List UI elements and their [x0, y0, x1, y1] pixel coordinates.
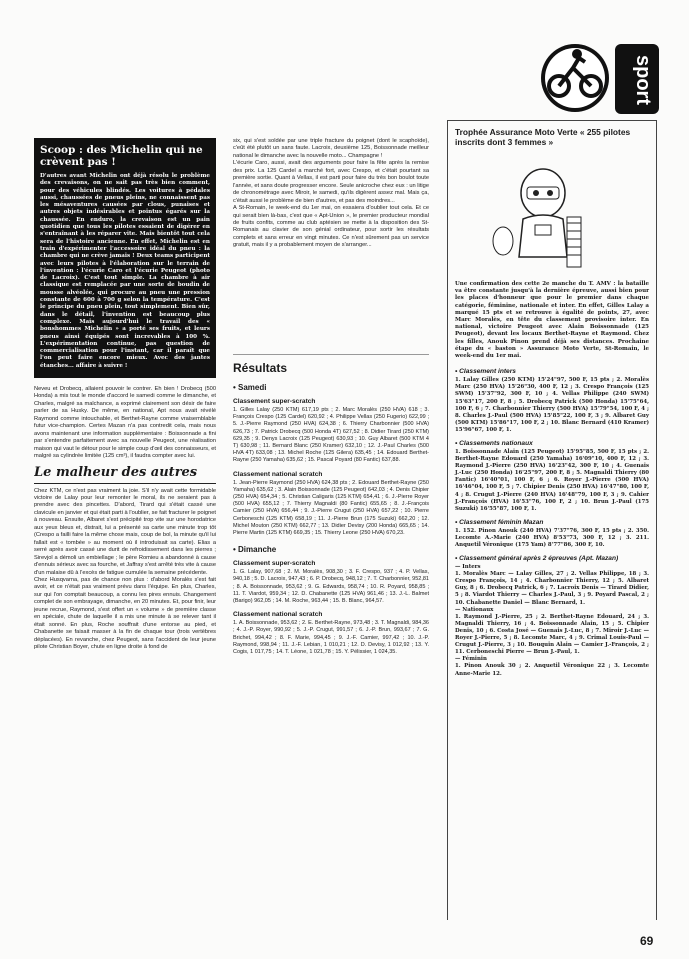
- general-list: — Inters 1. Moralès Marc — Lalay Gilles, 27 ; 2. Vellas Philippe, 18 ; 3. Crespo François, 14 ; 4. Charbonnier Thierry, 12 ; 5. Albaret Guy, 8 ; 6. Drobecq Patrick, 6 ; 7. Lacroix Denis — Tirard Didier, 5 ; 8. Viardot Thierry — Charles J.-Paul, 3 ; 9. Poyard Pascal, 2 ; 10. Chabanette Daniel — Blanc Bernard, 1. — Nationaux 1. Raymond J.-Pierre, 25 ; 2. Berthet-Rayne Edouard, 24 ; 3. Magnaldi Thierry, 16 ; 4. Boissonnade Alain, 15 ; 5. Chipier Denis, 10 ; 6. Costa José — Guenais J.-Luc, 8 ; 7. Miroir J.-Luc — Royer J.-Pierre, 5 ; 8. Lecomte Marc, 4 ; 9. Crimal Louis-Paul — Crugut J.-Pierre, 3 ; 10. Bouquin Alain — Camier J.-François, 2 ; 11. Cerboneschi Pierre — Brun J.-Paul, 1. — Féminin 1. Pinon Anouk 30 ; 2. Anquetil Véronique 22 ; 3. Lecomte Anne-Marie 12.: [455, 564, 649, 677]
- samedi-super-heading: Classement super-scratch: [233, 398, 316, 405]
- dimanche-heading: • Dimanche: [233, 545, 277, 555]
- logo-label: sport: [632, 55, 654, 105]
- trophy-column: [447, 120, 657, 920]
- dimanche-national-heading: Classement national scratch: [233, 611, 323, 619]
- results-rule: [233, 354, 429, 355]
- dimanche-super-heading: Classement super-scratch: [233, 560, 316, 568]
- trophy-title: Trophée Assurance Moto Verte « 255 pilotes inscrits dont 3 femmes »: [455, 127, 631, 147]
- samedi-super-results: 1. Gilles Lalay (250 KTM) 617,19 pts ; 2. Marc Moralès (250 HVA) 618 ; 3. François Crespo (125 Cardel) 620,92 ; 4. Philippe Vellas (250 Fugerio) 622,99 ; 5. J.-Pierre Raymond (250 HVA) 624,38 ; 6. Thierry Charbonnier (500 HVA) 626,73 ; 7. Patrick Drobecq (500 Honda 4T) 627,52 ; 8. Didier Tirard (250 KTM) 629,35 ; 9. Denys Lacroix (125 Peugeot) 630,93 ; 10. Guy Albaret (500 KTM 4 T) 630,98 ; 11. Bernard Blanc (250 Kramer) 632,10 ; 12. J.-Paul Charles (500 HVA 4T) 633,08 ; 13. Michel Roche (125 Gilera) 635,45 ; 14. Edouard Berthet-Rayne (250 Yamaha) 635,62 ; 15. Pascal Poyard (80 Fantic) 637,88.: [233, 407, 429, 464]
- article-text-3: six, qui s'est soldée par une triple fracture du poignet (dont le scaphoïde), c'eût été plutôt un sans faute. Lacroix, deuxième 125, Boissonnade meilleur national le dimanche avec la nouvelle moto... Champagne ! L'écurie Caro, aussi, avait des arguments pour faire la fête après la remise des prix. La 125 Cardel a marché fort, avec Crespo, et c'était pourtant sa première sortie. Quant à Vellas, il est parti pour faire du très bon boulot toute l'année, et sans doute progresser encore. Seule anicroche chez eux : un litige de chronométrage avec Miroir, le samedi, qu'ils digèrent assez mal. Mais ça, c'était aussi le problème de bien d'autres, et pas des moindres... A St-Romain, le week-end du 1er mai, on essaiera d'oublier tout cela. Et ce qui serait bien là-bas, c'est que « Apt-Union », le premier producteur mondial de fruits confits, comme au club aptésien se mette à la disposition des St-Romanais au clavier de son génial ordinateur, pour sortir les résultats complets et sans erreur en vingt minutes. Ce n'est sûrement pas un service gratuit, mais il y a probablement moyen de s'arranger...: [233, 138, 429, 249]
- inter-list: 1. Lalay Gilles (250 KTM) 15'24"97, 500 F, 15 pts ; 2. Moralès Marc (250 HVA) 15'26"30, 400 F, 12 ; 3. Crespo François (125 SWM) 15'37"92, 300 F, 10 ; 4. Vellas Philippe (240 SWM) 15'63"17, 200 F, 8 ; 5. Drobecq Patrick (500 Honda) 15'75"64, 100 F, 6 ; 7. Charbonnier Thierry (500 HVA) 15'79"54, 100 F, 4 ; 8. Charles J.-Paul (500 HVA) 15'85"22, 100 F, 3 ; 9. Albaret Guy (500 KTM) 15'86"17, 100 F, 2 ; 10. Blanc Bernard (410 Kramer) 15'96"67, 100 F, 1.: [455, 377, 649, 433]
- feminine-heading: • Classement féminin Mazan: [455, 518, 544, 526]
- feminine-list: 1. 152. Pinon Anouk (240 HVA) 7'37"76, 300 F, 15 pts ; 2. 350. Lecomte A.-Marie (240 HVA) 8'53"73, 300 F, 12 ; 3. 211. Anquetil Véronique (175 Yam) 8'77"86, 300 F, 10.: [455, 527, 649, 549]
- trophy-box: [447, 120, 657, 920]
- rider-illustration: [483, 153, 613, 273]
- sport-logo: [535, 38, 663, 116]
- samedi-national-heading: Classement national scratch: [233, 470, 323, 478]
- left-column: [34, 138, 216, 938]
- national-heading: • Classements nationaux: [455, 439, 533, 447]
- middle-column-text: [233, 138, 429, 343]
- samedi-national-results: 1. Jean-Pierre Raymond (250 HVA) 624,38 pts ; 2. Edouard Berthet-Rayne (250 Yamaha) 635,62 ; 3. Alain Boissonnade (125 Peugeot) 642,03 ; 4. Denis Chipier (250 HVA) 654,34 ; 5. Christian Caligaris (125 KTM) 654,41 ; 6. J.-Pierre Royer (500 HVA) 655,12 ; 7. Thierry Magnaldi (80 Fantic) 655,65 ; 8. J.-François Camier (250 HVA) 656,44 ; 9. J.-Pierre Crugut (250 HVA) 657,22 ; 10. Pierre Cerboneschi (125 KTM) 658,19 ; 11. J.-Pierre Brun (175 Suzuki) 662,20 ; 12. Michel Mouton (250 KTM) 662,77 ; 13. Didier Devisy (200 Honda) 665,65 ; 14. Pierre Martin (125 KTM) 669,35 ; 15. Thierry Leone (250 HVA) 670,23.: [233, 479, 429, 537]
- results-section: [233, 350, 429, 656]
- trophy-intro: Une confirmation des cette 2e manche du T. AMV : la bataille va être constante jusqu'à la dernière épreuve, aussi bien pour les places d'honneur que pour le premier dans chaque catégorie, féminine, nationale et inter. En effet, Gilles Lalay a marqué 15 pts et se retrouve à égalité de points, 27, avec Marc Moralès, en tête du classement provisoire inter. En national, victoire Peugeot avec Alain Boissonnade (125 Peugeot), devant les locaux Berthet-Rayne et Raymond. Chez les filles, Anouk Pinon prend déjà ses distances. Prochaine étape du « baston » Assurance Moto Verte, St-Romain, le week-end du 1er mai.: [455, 281, 649, 360]
- dimanche-national-results: 1. A. Boissonnade, 953,62 ; 2. E. Berthet-Rayne, 973,48 ; 3. T. Magnaldi, 984,36 ; 4. J.-P. Royer, 990,92 ; 5. J.-P. Crugut, 991,57 ; 6. J.-P. Brun, 993,67 ; 7. G. Brichet, 994,42 ; 8. F. Marie, 994,45 ; 9. J.-F. Camier, 997,42 ; 10. J.-P. Raymond, 998,94 ; 11. J.-F. Lebian, 1 010,21 ; 12. D. Devisy, 1 012,92 ; 13. Y. Cogis, 1 017,75 ; 14. T. Léone, 1 021,78 ; 15. Y. Pélissier, 1 024,35.: [233, 620, 429, 656]
- section-headline: Le malheur des autres: [34, 464, 198, 480]
- scoop-text: D'autres avant Michelin ont déjà résolu le problème des crevaisons, on ne sait pas très bien comment, pour des véhicules blindés. Les voitures à pédales aussi, chaussées de pneus pleins, ne connaissent pas les mésaventures causées par clous, punaises et autres objets indésirables et pointus égarés sur la chaussée. En enduro, la crevaison est un pain quotidien que tous les pilotes essaient de digérer en s'entraînant à les réparer vite. Mais bientôt tout cela sera de l'histoire ancienne. En effet, Michelin est en train d'expérimenter l'accessoire idéal du pneu : la chambre qui ne crève jamais ! Deux teams participent avec leurs pilotes à l'élaboration sur le terrain de l'invention : l'écurie Caro et l'écurie Peugeot (photo de Lacroix). C'est tout simple. La chambre à air classique est remplacée par une sorte de boudin de mousse alvéolée, qui procure au pneu une pression constante de 600 à 700 g selon la température. C'est le principe du pneu plein, tout simplement. Bien sûr, dans le détail, l'invention est beaucoup plus complexe. Mais aujourd'hui le travail des « bonshommes Michelin » a porté ses fruits, et leurs pneus ainsi équipés sont increvables à 100 %. L'expérimentation continue, pas question de commercialisation pour l'instant, car il paraît que l'on peut faire encore mieux. Avec des jantes étanches... affaire à suivre !: [40, 173, 210, 369]
- national-list: 1. Boissonnade Alain (125 Peugeot) 15'95"85, 500 F, 15 pts ; 2. Berthet-Rayne Edouard (250 Yamaha) 16'09"10, 400 F, 12 ; 3. Raymond J.-Pierre (250 HVA) 16'23"42, 300 F, 10 ; 4. Guenais J.-Luc (250 Honda) 16'25"97, 200 F, 8 ; 5. Magnaldi Thierry (80 Fantic) 16'40"01, 100 F, 6 ; 6. Royer J.-Pierre (500 HVA) 16'46"04, 100 F, 5 ; 7. Chipier Denis (250 HVA) 16'47"80, 100 F, 4 ; 8. Crugut J.-Pierre (240 HVA) 16'48"79, 100 F, 3 ; 9. Cahier J.-François (HVA) 16'53"76, 100 F, 2 ; 10. Brun J.-Paul (175 Suzuki) 16'55"87, 100 F, 1.: [455, 448, 649, 512]
- general-heading: • Classement général après 2 épreuves (Apt. Mazan): [455, 555, 619, 563]
- results-title: Résultats: [233, 361, 288, 375]
- headline-rule: [34, 483, 216, 484]
- scoop-title: Scoop : des Michelin qui ne crèvent pas !: [40, 144, 203, 168]
- page-number: 69: [640, 934, 654, 948]
- dimanche-super-results: 1. G. Lalay, 907,68 ; 2. M. Moralès, 908,30 ; 3. F. Crespo, 937 ; 4. P. Vellas, 940,18 ; 5. D. Lacroix, 947,43 ; 6. P. Drobecq, 948,12 ; 7. T. Charbonnier, 952,81 ; 8. A. Boissonnade, 953,62 ; 9. G. Edwards, 958,74 ; 10. R. Poyard, 958,85 ; 11. T. Viardot, 959,34 ; 12. D. Chabanette (125 HVA) 961,46 ; 13. J.-L. Balmet (Barigo) 962,05 ; 14. M. Roche, 963,44 ; 15. B. Blanc, 964,57.: [233, 569, 429, 605]
- scoop-box: [34, 138, 216, 378]
- article-text-2: Chez KTM, ce n'est pas vraiment la joie. S'il n'y avait cette formidable victoire de Lalay pour leur remonter le moral, ils ne seraient pas à prendre avec des pincettes. D'abord, Tirard qui s'était cassé une clavicule en janvier et qui était parti à l'oublier, se fait fracturer le poignet à nouveau. Ensuite, Albaret s'est précipité trop vite sur une horodatrice aux yeux bleus et, distrait, lui a présenté sa carte une minute trop tôt (Crespo a failli faire la même chose mais, coup de bol, la minute qu'il lui fallait est « tombée » au moment où il introduisait sa carte). Elias a serré après avoir cassé une durit de refroidissement dans les pierres ; Sirevjol a démoli un embiellage ; le père Romieu a abandonné à cause d'ennuis sérieux avec sa fourche, et Jaffray s'est arrêté très vite à cause d'un malaise dû à l'excès de fatigue cumulée la semaine précédente. Chez Husqvarna, pas de chance non plus : d'abord Moralès s'est fait avoir, et ce n'était pas vraiment prévu dans l'équipe. En plus, Charles, sur qui l'on comptait beaucoup, a connu les pires ennuis. Changement complet de son embrayage, dimanche, en 20 minutes. Et, pour finir, leur jeune recrue, Raymond, s'est offert un « volume » de première classe en spéciale, chute de laquelle il a mis une minute à se relever tant il était sonné. En plus, Roche souffrait d'une entorse au pied, et Chabanette se faisait masser à la fin de chaque tour (trois vertèbres déplacées). En revanche, chez Peugeot, sans l'accident de leur jeune pilote Christian Boyer, chute en ligne droite à fond de: [34, 487, 216, 651]
- samedi-heading: • Samedi: [233, 383, 267, 392]
- article-text-1: Neveu et Drobecq, allaient pouvoir le contrer. Eh bien ! Drobecq (500 Honda) a mis tout le monde d'accord le samedi comme le dimanche, et Charles, malgré sa malchance, a exprimé clairement son désir de faire parler de sa Husky. De même, en national, Apt nous avait révélé Raymond comme intouchable, et Berthet-Rayne comme vraisemblable futur vice-champion. Certes Mazan n'a pas contredit cela, mais nous avons maintenant une information supplémentaire : Boissonnade a fini par s'entendre parfaitement avec sa nouvelle Peugeot, une réalisation maison qui vaut le détour pour le simple coup d'œil des connaisseurs, et malgré sa cylindrée limitée (125 cm³), il faudra compter avec lui.: [34, 386, 216, 460]
- inter-heading: • Classement inters: [455, 368, 516, 376]
